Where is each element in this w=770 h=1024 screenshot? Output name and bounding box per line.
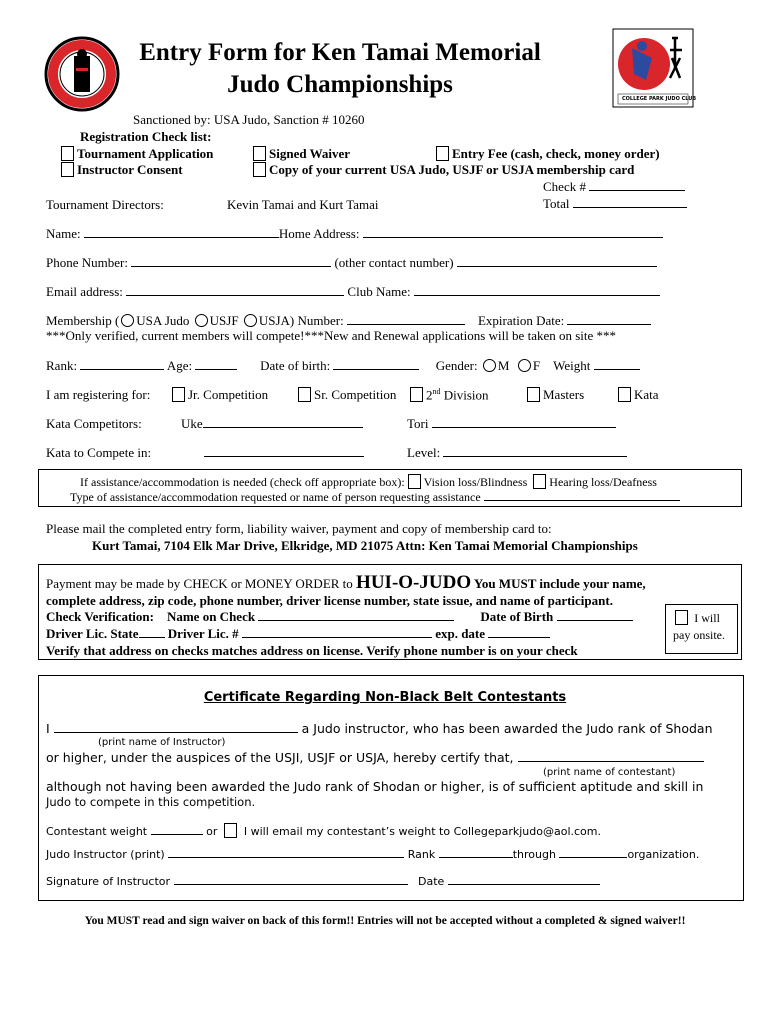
checkbox[interactable]: [61, 146, 74, 161]
radio-usja[interactable]: [244, 314, 257, 327]
checkbox[interactable]: [253, 146, 266, 161]
check-membership-card[interactable]: Copy of your current USA Judo, USJF or USJA membership card: [253, 162, 634, 178]
verified-note: ***Only verified, current members will compete!***New and Renewal applications will be taken on site ***: [46, 328, 617, 343]
checkbox-hearing[interactable]: [533, 474, 546, 489]
check-entry-fee[interactable]: Entry Fee (cash, check, money order): [436, 146, 660, 162]
email-field[interactable]: Email address: Club Name:: [46, 284, 660, 300]
sanction-text: Sanctioned by: USA Judo, Sanction # 10260: [133, 112, 365, 127]
cert-print-instructor: (print name of Instructor): [98, 737, 226, 748]
cert-line4: Judo to compete in this competition.: [46, 795, 256, 809]
assistance-line2[interactable]: Type of assistance/accommodation requested or name of person requesting assistance: [70, 490, 680, 505]
checkbox[interactable]: [298, 387, 311, 402]
hui-o-judo-logo: [44, 34, 120, 114]
pay-onsite-text: pay onsite.: [673, 628, 725, 642]
checkbox[interactable]: [618, 387, 631, 402]
checkbox-email-weight[interactable]: [224, 823, 237, 838]
checkbox[interactable]: [527, 387, 540, 402]
rank-row[interactable]: Rank: Age: Date of birth: Gender: M F Weight: [46, 358, 640, 374]
page-title-line1: Entry Form for Ken Tamai Memorial: [139, 39, 541, 66]
checkbox[interactable]: [675, 610, 688, 625]
checkbox[interactable]: [410, 387, 423, 402]
radio-usjf[interactable]: [195, 314, 208, 327]
check-number-field[interactable]: Check #: [543, 179, 685, 195]
cert-line3: although not having been awarded the Judo rank of Shodan or higher, is of sufficient aptitude and skill in: [46, 779, 704, 794]
assistance-line1: If assistance/accommodation is needed (check off appropriate box): Vision loss/Blindness Hearing loss/Deafness: [80, 475, 657, 489]
registering-label: I am registering for:: [46, 387, 151, 402]
certificate-heading: Certificate Regarding Non-Black Belt Contestants: [203, 690, 567, 705]
instructor-print-row[interactable]: Judo Instructor (print) Rank through organization.: [46, 848, 700, 861]
checkbox[interactable]: [61, 162, 74, 177]
check-instructor-consent[interactable]: Instructor Consent: [61, 162, 183, 178]
page-title-line2: Judo Championships: [227, 71, 453, 98]
checkbox[interactable]: [436, 146, 449, 161]
phone-field[interactable]: Phone Number: (other contact number): [46, 255, 657, 271]
signature-row[interactable]: Signature of Instructor Date: [46, 875, 600, 888]
payment-line2: complete address, zip code, phone number, driver license number, state issue, and name of participant.: [46, 593, 613, 608]
contestant-weight-row[interactable]: Contestant weight or I will email my contestant’s weight to Collegeparkjudo@aol.com.: [46, 825, 602, 838]
footer-warning: You MUST read and sign waiver on back of this form!! Entries will not be accepted without a completed & signed waiver!!: [84, 915, 686, 927]
kata-competitors-label: Kata Competitors:: [46, 416, 142, 431]
pay-onsite-checkbox[interactable]: I will: [675, 610, 720, 626]
check-kata[interactable]: Kata: [618, 387, 659, 403]
check-verification-row[interactable]: Check Verification: Name on Check Date of Birth: [46, 609, 633, 625]
mail-address: Kurt Tamai, 7104 Elk Mar Drive, Elkridge, MD 21075 Attn: Ken Tamai Memorial Championships: [92, 538, 638, 553]
check-jr-competition[interactable]: Jr. Competition: [172, 387, 268, 403]
cert-line1[interactable]: I a Judo instructor, who has been awarded the Judo rank of Shodan: [46, 721, 713, 736]
level-field[interactable]: Level:: [407, 445, 627, 461]
membership-row[interactable]: Membership ( USA Judo USJF USJA) Number: Expiration Date:: [46, 313, 651, 329]
cert-line2[interactable]: or higher, under the auspices of the USJI, USJF or USJA, hereby certify that,: [46, 750, 704, 765]
check-2nd-division[interactable]: 2nd Division: [410, 387, 489, 403]
directors-label: Tournament Directors:: [46, 197, 164, 212]
radio-male[interactable]: [483, 359, 496, 372]
checklist-heading: Registration Check list:: [80, 129, 212, 144]
cert-print-contestant: (print name of contestant): [543, 767, 676, 778]
checkbox-vision[interactable]: [408, 474, 421, 489]
checkbox[interactable]: [172, 387, 185, 402]
check-sr-competition[interactable]: Sr. Competition: [298, 387, 396, 403]
check-tournament-application[interactable]: Tournament Application: [61, 146, 213, 162]
tori-field[interactable]: Tori: [407, 416, 616, 432]
name-field[interactable]: Name: Home Address:: [46, 226, 663, 242]
directors-names: Kevin Tamai and Kurt Tamai: [227, 197, 379, 212]
uke-field[interactable]: Uke: [181, 416, 363, 432]
check-signed-waiver[interactable]: Signed Waiver: [253, 146, 350, 162]
payment-line1: Payment may be made by CHECK or MONEY ORDER to HUI-O-JUDO You MUST include your name,: [46, 572, 646, 593]
radio-female[interactable]: [518, 359, 531, 372]
mail-line1: Please mail the completed entry form, liability waiver, payment and copy of membership card to:: [46, 521, 552, 536]
kata-to-compete-label: Kata to Compete in:: [46, 445, 152, 460]
driver-license-row[interactable]: Driver Lic. State Driver Lic. # exp. date: [46, 626, 550, 642]
checkbox[interactable]: [253, 162, 266, 177]
radio-usa-judo[interactable]: [121, 314, 134, 327]
check-masters[interactable]: Masters: [527, 387, 584, 403]
logo-right-text: COLLEGE PARK JUDO CLUB: [622, 96, 697, 102]
kata-to-compete-field[interactable]: [204, 445, 364, 461]
verify-note: Verify that address on checks matches address on license. Verify phone number is on your check: [46, 643, 578, 658]
total-field[interactable]: Total: [543, 196, 687, 212]
